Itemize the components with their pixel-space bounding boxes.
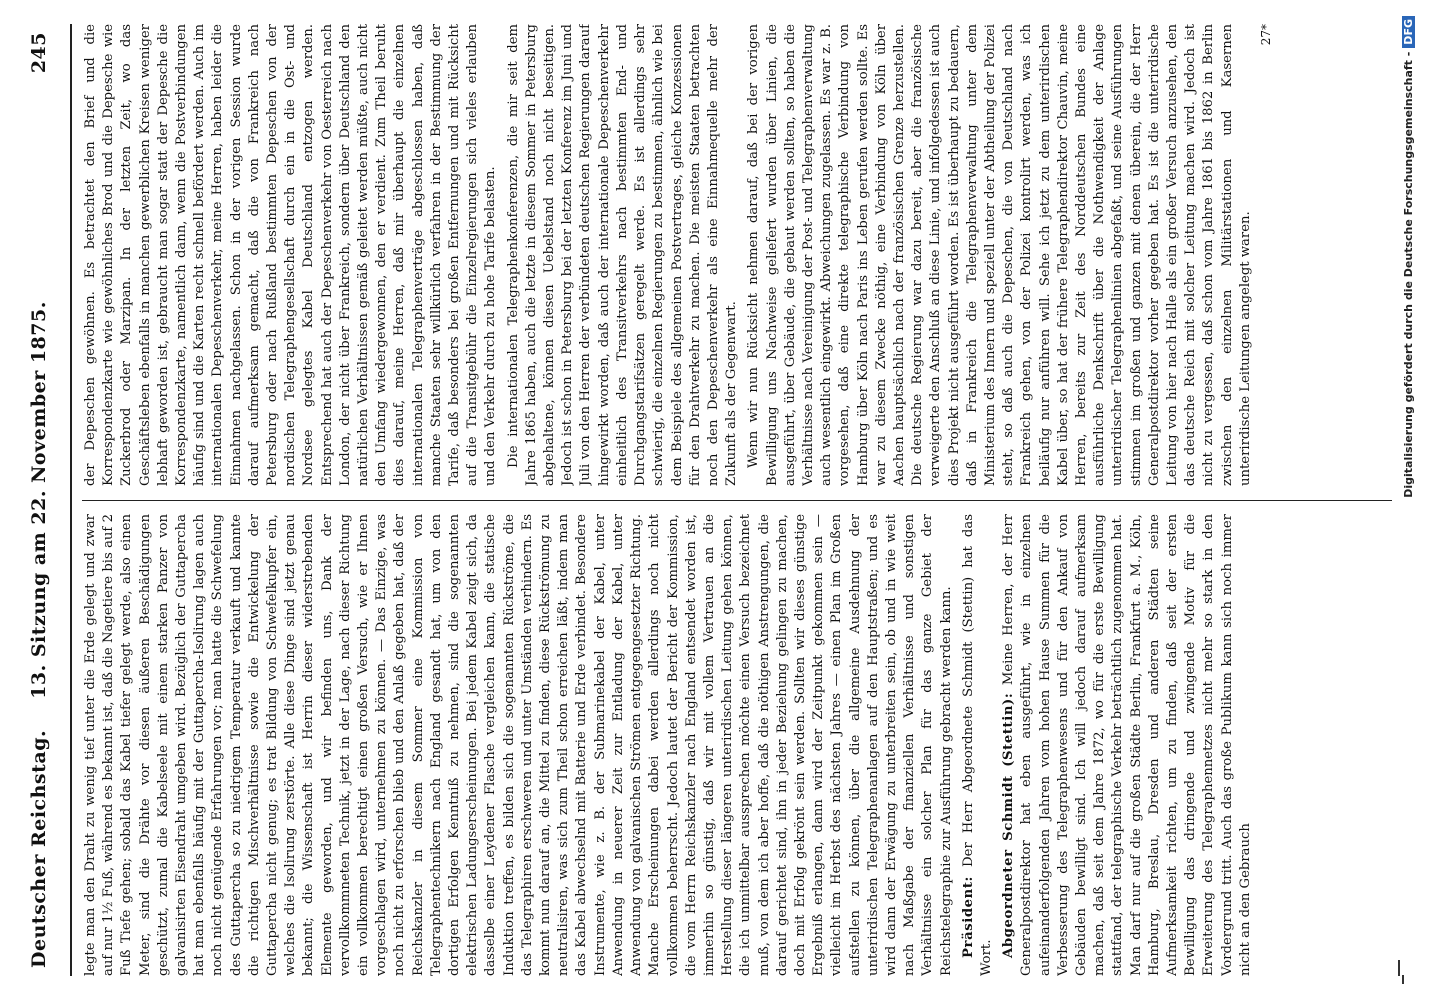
paragraph-text: Die internationalen Telegraphenkonferenzen, die mir seit dem Jahre 1865 haben, auch die letzte in diesem Sommer in Petersburg abgehaltene, können diesen Uebelstand noch nicht beseitigen. Jedoch ist schon in Petersburg bei der letzten Konferenz im Juni und Juli von den Herren der verbündeten deutschen Regierungen darauf hingewirkt worden, daß auch der internationale Depeschenverkehr einheitlich des Transitverkehrs nach bestimmten End- und Durchgangstarifsätzen geregelt werde. Es ist allerdings sehr schwierig, die einzelnen Regierungen zu bestimmen, ähnlich wie bei dem Beispiele des allgemeinen Postvertrages, gleiche Konzessionen für den Drahtverkehr zu machen. Die meisten Staaten betrachten noch den Depeschenverkehr als eine Einnahmequelle mehr der Zukunft als der Gegenwart.: [505, 24, 740, 486]
paragraph: [960, 514, 996, 976]
session-date: 13. Sitzung am 22. November 1875.: [28, 301, 50, 699]
header-rule: [70, 24, 72, 976]
paragraph-text: legte man den Draht zu wenig tief unter die Erde gelegt und zwar auf nur 1½ Fuß, während es bekannt ist, daß die Nagetiere bis auf 2 Fuß Tiefe gehen; sobald das Kabel tiefer gelegt werde, also einen Meter, sind die Drähte vor diesen äußeren Beschädigungen geschützt, zumal die Kabelseele mit einem starken Panzer von galvanisirten Eisendraht umgeben wird. Bezüglich der Guttapercha hat man ebenfalls häufig mit der Guttapercha-Isolirung lagen auch noch nicht genügende Erfahrungen vor; man hatte die Schwefelung des Guttapercha so zu niedrigem Temperatur verkauft und kannte die richtigen Mischverhältnisse sowie die Entwickelung der Guttapercha nicht genug; es trat Bildung von Schwefelkupfer ein, welches die Isolirung zerstörte. Alle diese Dinge sind jetzt genau bekannt; die Wissenschaft ist Herrin dieser widerstrebenden Elemente geworden, und wir befinden uns, Dank der vervollkommneten Technik, jetzt in der Lage, nach dieser Richtung ein vollkommen berechtigt einen großen Versuch, wie er Ihnen vorgeschlagen wird, unternehmen zu können. — Das Einzige, was noch nicht zu erforschen blieb und den Anlaß gegeben hat, daß der Reichskanzler in diesem Sommer eine Kommission von Telegraphentechnikern nach England gesandt hat, um von den dortigen Erfolgen Kenntniß zu nehmen, sind die sogenannten elektrischen Ladungserscheinungen. Bei jedem Kabel zeigt sich, da dasselbe einer Leydener Flasche vergleichen kann, die statische Induktion treffen, es bilden sich die sogenannten Rückströme, die das Telegraphiren erschweren und unter Umständen verhindern. Es kommt nun darauf an, die Mittel zu finden, diese Rückströmung zu neutralisiren, was sich zum Theil schon erreichen läßt, indem man das Kabel abwechselnd mit Batterie und Erde verbindet. Besondere Instrumente, wie z. B. der Submarinekabel der Kabel, unter Anwendung in neuerer Zeit zur Entladung der Kabel, unter Anwendung von galvanischen Strömen entgegengesetzter Richtung. Manche Erscheinungen dabei werden allerdings noch nicht vollkommen beherrscht. Jedoch lautet der Bericht der Kommission, die vom Herrn Reichskanzler nach England entsendet worden ist, immerhin so günstig, daß wir mit vollem Vertrauen an die Herstellung dieser längeren unterirdischen Leitung gehen können, die ich unmittelbar aussprechen möchte einen Versuch bezeichnet muß, von dem ich aber hoffe, daß die nöthigen Anstrengungen, die darauf gerichtet sind, ihn in jeder Beziehung gelingen zu machen, doch mit Erfolg gekrönt sein werden. Sollten wir dieses günstige Ergebniß erlangen, dann wird der Zeitpunkt gekommen sein — vielleicht im Herbst des nächsten Jahres — einen Plan im Großen aufstellen zu können, über die allgemeine Ausdehnung der unterirdischen Telegraphenanlagen auf den Hauptstraßen; und es wird dann der Erwägung zu unterbreiten sein, ob und in wie weit nach Maßgabe der finanziellen Verhältnisse und sonstigen Verhältnisse ein solcher Plan für das ganze Gebiet der Reichstelegraphie zur Ausführung gebracht werden kann.: [83, 514, 954, 976]
paragraph-text: Meine Herren, der Herr Generalpostdirektor hat eben ausgeführt, wie in einzelnen aufeinanderfolgenden Jahren vom hohen Hause Summen für die Verbesserung des Telegraphenwesens und für den Ankauf von Gebäuden bewilligt sind. Ich will jedoch darauf aufmerksam machen, daß seit dem Jahre 1872, wo für die erste Bewilligung stattfand, der telegraphische Verkehr beträchtlich zugenommen hat. Man darf nur auf die großen Städte Berlin, Frankfurt a. M., Köln, Hamburg, Breslau, Dresden und anderen Städten seine Aufmerksamkeit richten, um zu finden, daß seit der ersten Bewilligung das dringende und zwingende Motiv für die Erweiterung des Telegraphennetzes nicht mehr so stark in den Vordergrund tritt. Auch das große Publikum kann sich noch immer nicht an den Gebrauch: [1001, 514, 1253, 976]
speaker-name: Präsident:: [960, 875, 976, 958]
paragraph-text: der Depeschen gewöhnen. Es betrachtet den Brief und die Korrespondenzkarte wie gewöhnliches Brod und die Depesche wie Zuckerbrod oder Marzipan. In der letzten Zeit, wo das Geschäftsleben ebenfalls in manchen gewerblichen Kreisen weniger lebhaft geworden ist, gebraucht man sogar statt der Depesche die Korrespondenzkarte, namentlich dann, wenn die Postverbindungen häufig sind und die Karten recht schnell befördert werden. Auch im internationalen Depeschenverkehr, meine Herren, haben leider die Einnahmen nachgelassen. Schon in der vorigen Session wurde darauf aufmerksam gemacht, daß die von Frankreich nach Petersburg oder nach Rußland bestimmten Depeschen von der nordischen Telegraphengesellschaft durch ein in die Ost- und Nordsee gelegtes Kabel Deutschland entzogen werden. Entsprechend hat auch der Depeschenverkehr von Oesterreich nach London, der nicht über Frankreich, sondern über Deutschland den natürlichen Verhältnissen gemäß geleitet werden müßte, auch nicht den Umfang wiedergewonnen, den er verdient. Zum Theil beruht dies darauf, meine Herren, daß mir überhaupt die einzelnen internationalen Telegraphenverträge abgeschlossen haben, daß manche Staaten sehr willkürlich verfahren in der Bestimmung der Tarife, daß besonders bei großen Entfernungen und mit Rücksicht auf die Transitgebühr die Einzelregierungen sich vieles erlauben und den Verkehr durch zu hohe Tarife belasten.: [83, 24, 499, 486]
running-head: [28, 24, 60, 976]
dfg-logo: DFG: [1402, 16, 1415, 48]
speaker-name: Abgeordneter Schmidt (Stettin):: [1001, 692, 1017, 958]
paragraph: [745, 24, 1255, 486]
paragraph-text: Wenn wir nun Rücksicht nehmen darauf, daß bei der vorigen Bewilligung uns Nachweise geliefert wurden über Linien, die ausgeführt, über Gebäude, die gebaut werden sollten, so haben die Verhältnisse nach Vereinigung der Post- und Telegraphenverwaltung auch wesentlich eingewirkt. Abweichungen zugelassen. Es war z. B. vorgesehen, daß eine direkte telegraphische Verbindung von Hamburg über Köln nach Paris ins Leben gerufen werden sollte. Es war zu diesem Zwecke nöthig, eine Verbindung von Köln über Aachen hauptsächlich nach der französischen Grenze herzustellen. Die deutsche Regierung war dazu bereit, aber die französische verweigerte den Anschluß an diese Linie, und infolgedessen ist auch dies Projekt nicht ausgeführt worden. Es ist überhaupt zu bedauern, daß in Frankreich die Telegraphenverwaltung unter dem Ministerium des Innern und speziell unter der Abtheilung der Polizei steht, so daß auch die Depeschen, die von Deutschland nach Frankreich gehen, von der Polizei kontrolirt werden, was ich beiläufig nur anführen will. Sehe ich jetzt zu dem unterirdischen Kabel über, so hat der frühere Telegraphendirektor Chauvin, meine Herren, bereits zur Zeit des Norddeutschen Bundes eine ausführliche Denkschrift über die Nothwendigkeit der Anlage unterirdischer Telegraphenlinien abgefaßt, und seine Ausführungen stimmen im großen und ganzen mit denen überein, die der Herr Generalpostdirektor vorher gegeben hat. Es ist die unterirdische Leitung von hier nach Halle als ein großer Versuch anzusehen, den das deutsche Reich mit solcher Leitung machen wird. Jedoch ist nicht zu vergessen, daß schon vom Jahre 1861 bis 1862 in Berlin zwischen den einzelnen Militärstationen und Kasernen unterirdische Leitungen angelegt waren.: [746, 24, 1253, 486]
digitization-credit: [1402, 0, 1426, 1000]
column-divider: [82, 500, 1392, 501]
right-column: [82, 24, 1392, 486]
scan-speck: [1398, 960, 1400, 976]
credit-text: Digitalisierung gefördert durch die Deutsche Forschungsgemeinschaft -: [1402, 51, 1415, 498]
paragraph: [82, 24, 501, 486]
left-column: [82, 514, 1392, 976]
paragraph-text: Der Herr Abgeordnete Schmidt (Stettin) hat das Wort.: [960, 514, 994, 976]
scan-speck: [1402, 975, 1404, 984]
text-columns: [82, 24, 1392, 976]
page-number: 245: [28, 32, 50, 74]
paragraph: [505, 24, 742, 486]
paragraph: [1000, 514, 1255, 976]
publication-title: Deutscher Reichstag.: [28, 729, 50, 968]
paragraph: [82, 514, 956, 976]
signature-mark: 27*: [1259, 24, 1273, 46]
